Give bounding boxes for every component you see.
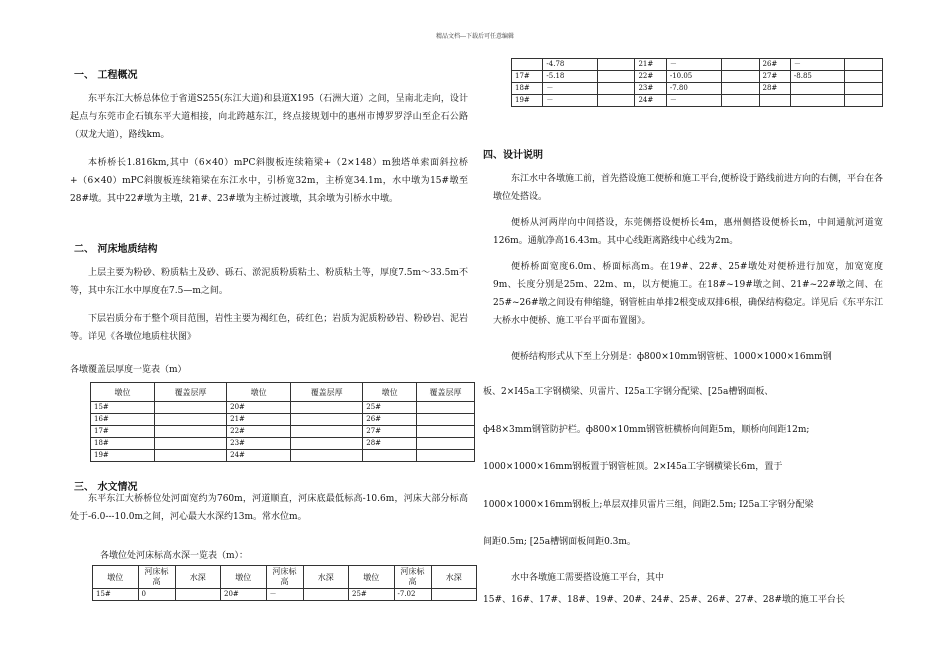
table-2-header-cell: 墩位 bbox=[349, 566, 395, 589]
table-2-cont-cell bbox=[721, 71, 759, 83]
table-1-cell bbox=[417, 426, 475, 438]
table-1-row bbox=[91, 402, 475, 414]
table-2-cont-cell: -10.05 bbox=[666, 71, 721, 83]
table-1-cell bbox=[417, 438, 475, 450]
riverbed-elevation-table bbox=[92, 565, 477, 601]
table-2-cell: 25# bbox=[349, 589, 395, 601]
table-2-cell: － bbox=[266, 589, 303, 601]
section-3-paragraph-1: 东平东江大桥桥位处河面宽约为760m，河道顺直，河床底最低标高-10.6m，河床大部分标高处于-6.0---10.0m之间，河心最大水深约13m。常水位m。 bbox=[70, 494, 468, 522]
table-2-cont-cell bbox=[597, 83, 635, 95]
table-2-header-cell: 河床标高 bbox=[394, 566, 431, 589]
table-1-row bbox=[91, 438, 475, 450]
table-2-header-cell: 河床标高 bbox=[138, 566, 175, 589]
table-1-header-cell: 覆盖层厚 bbox=[155, 383, 227, 402]
table-2-cont-cell bbox=[721, 59, 759, 71]
table-1-row bbox=[91, 414, 475, 426]
section-2-title: 二、 河床地质结构 bbox=[74, 244, 158, 255]
section-4-title: 四、设计说明 bbox=[483, 150, 543, 161]
table-2-cont-cell bbox=[721, 95, 759, 107]
section-4-line-4: 1000×1000×16mm钢板置于钢管桩顶。2×I45a工字钢横梁长6m，置于 bbox=[483, 462, 783, 472]
table-1-header-cell: 墩位 bbox=[363, 383, 417, 402]
table-2-cont-cell: － bbox=[666, 95, 721, 107]
table-2-cell: 15# bbox=[93, 589, 139, 601]
table-2-cont-cell bbox=[845, 83, 883, 95]
table-2-cont-cell: 23# bbox=[635, 83, 666, 95]
section-4-line-6: 间距0.5m; [25a槽钢面板间距0.3m。 bbox=[483, 537, 636, 547]
section-1-paragraph-1: 东平东江大桥总体位于省道S255(东江大道)和县道X195（石洲大道）之间，呈南北走向，设计起点与东莞市企石镇东平大道相接，向北跨越东江，终点接规划中的惠州市博罗罗浮山至企石公路（双龙大道），路线km。 bbox=[70, 94, 468, 140]
section-1-paragraph-2: 本桥桥长1.816km,其中（6×40）mPC斜腹板连续箱梁+（2×148）m独塔单索面斜拉桥+（6×40）mPC斜腹板连续箱梁在东江水中，引桥宽32m，主桥宽34.1m，水中墩为15#墩至28#墩。其中22#墩为主墩，21#、23#墩为主桥过渡墩，其余墩为引桥水中墩。 bbox=[70, 158, 468, 204]
table-1-cell: 17# bbox=[91, 426, 155, 438]
table-2-cont-cell: 21# bbox=[635, 59, 666, 71]
section-4-line-2: 板、2×I45a工字钢横梁、贝雷片、I25a工字钢分配梁、[25a槽钢面板、 bbox=[483, 387, 774, 397]
table-1-cell bbox=[417, 402, 475, 414]
section-4-paragraph-2: 便桥从河两岸向中间搭设，东莞侧搭设便桥长4m，惠州侧搭设便桥长m，中间通航河道宽126m。通航净高16.43m。其中心线距离路线中心线为2m。 bbox=[493, 218, 883, 246]
table-1-cell: 19# bbox=[91, 450, 155, 462]
table-1-header-cell: 墩位 bbox=[91, 383, 155, 402]
table-2-cell bbox=[431, 589, 477, 601]
table-1-cell: 21# bbox=[227, 414, 291, 426]
table-2-cont-cell bbox=[790, 95, 844, 107]
table-1-cell: 16# bbox=[91, 414, 155, 426]
table-2-cell bbox=[175, 589, 221, 601]
table-1-caption: 各墩覆盖层厚度一览表（m） bbox=[70, 365, 187, 375]
table-1-cell bbox=[417, 450, 475, 462]
table-2-header-row bbox=[93, 566, 477, 589]
table-2-cell: 0 bbox=[138, 589, 175, 601]
table-1-cell bbox=[291, 426, 363, 438]
table-2-caption: 各墩位处河床标高水深一览表（m）： bbox=[100, 551, 249, 561]
table-1-row bbox=[91, 450, 475, 462]
table-2-cont-cell bbox=[845, 59, 883, 71]
table-1-cell: 20# bbox=[227, 402, 291, 414]
table-2-header-cell: 水深 bbox=[175, 566, 221, 589]
table-2-cont-cell: -8.85 bbox=[790, 71, 844, 83]
table-1-cell: 26# bbox=[363, 414, 417, 426]
table-2-cont-row bbox=[512, 59, 883, 71]
table-1-header-cell: 覆盖层厚 bbox=[417, 383, 475, 402]
table-2-cont-cell: 27# bbox=[759, 71, 790, 83]
table-2-cont-cell bbox=[759, 95, 790, 107]
header-watermark: 精品文档---下载后可任意编辑 bbox=[435, 33, 515, 40]
table-1-cell: 28# bbox=[363, 438, 417, 450]
table-1-cell bbox=[291, 438, 363, 450]
table-1-cell bbox=[155, 402, 227, 414]
table-2-cont-cell: 26# bbox=[759, 59, 790, 71]
table-2-cont-row bbox=[512, 71, 883, 83]
table-1-cell: 25# bbox=[363, 402, 417, 414]
section-3-title: 三、 水文情况 bbox=[74, 482, 138, 493]
section-2-paragraph-1: 上层主要为粉砂、粉质粘土及砂、砾石、淤泥质粉质粘土、粉质粘土等，厚度7.5m～33.5m不等，其中东江水中厚度在7.5—m之间。 bbox=[70, 268, 468, 296]
table-2-header-cell: 水深 bbox=[303, 566, 349, 589]
table-2-cont-cell: － bbox=[543, 83, 597, 95]
section-4-line-1: 便桥结构形式从下至上分别是：ф800×10mm钢管桩、1000×1000×16mm钢 bbox=[511, 352, 832, 362]
section-4-paragraph-3: 便桥桥面宽度6.0m、桥面标高m。在19#、22#、25#墩处对便桥进行加宽，加宽宽度9m、长度分别是25m、22m、m，以方便施工。在18#~19#墩之间、21#~22#墩之间、在25#~26#墩之间设有伸缩缝，钢管桩由单排2根变成双排6根，确保结构稳定。详见后《东平东江大桥水中便桥、施工平台平面布置图》。 bbox=[493, 262, 883, 326]
section-4-paragraph-1: 东江水中各墩施工前，首先搭设施工便桥和施工平台,便桥设于路线前进方向的右侧，平台在各墩位处搭设。 bbox=[493, 174, 883, 202]
table-2-cont-cell: － bbox=[666, 59, 721, 71]
table-1-cell: 22# bbox=[227, 426, 291, 438]
table-2-cont-row bbox=[512, 83, 883, 95]
section-2-paragraph-2: 下层岩质分布于整个项目范围，岩性主要为褐红色，砖红色；岩质为泥质粉砂岩、粉砂岩、泥岩等。详见《各墩位地质柱状图》 bbox=[70, 314, 468, 342]
section-4-line-7: 水中各墩施工需要搭设施工平台，其中 bbox=[511, 573, 665, 583]
table-1-cell: 18# bbox=[91, 438, 155, 450]
table-2-cell: -7.02 bbox=[394, 589, 431, 601]
table-2-cont-cell: － bbox=[543, 95, 597, 107]
table-2-cont-cell: -4.78 bbox=[543, 59, 597, 71]
table-1-header-cell: 墩位 bbox=[227, 383, 291, 402]
table-2-cont-cell bbox=[597, 71, 635, 83]
table-2-cont-cell bbox=[790, 83, 844, 95]
table-2-cont-cell bbox=[721, 83, 759, 95]
section-4-line-5: 1000×1000×16mm钢板上;单层双排贝雷片三组，间距2.5m; I25a工字钢分配梁 bbox=[483, 500, 814, 510]
table-2-cont-cell: 24# bbox=[635, 95, 666, 107]
table-2-cont-cell: -5.18 bbox=[543, 71, 597, 83]
table-1-cell bbox=[155, 426, 227, 438]
table-2-cont-cell bbox=[597, 95, 635, 107]
table-1-cell bbox=[155, 414, 227, 426]
table-2-cont-row bbox=[512, 95, 883, 107]
table-1-cell: 15# bbox=[91, 402, 155, 414]
table-2-cont-cell: -7.80 bbox=[666, 83, 721, 95]
table-2-cont-cell: 18# bbox=[512, 83, 543, 95]
table-1-row bbox=[91, 426, 475, 438]
table-2-cont-cell bbox=[845, 71, 883, 83]
table-1-cell bbox=[363, 450, 417, 462]
table-2-cont-cell bbox=[845, 95, 883, 107]
table-2-cont-cell: 19# bbox=[512, 95, 543, 107]
table-1-header-cell: 覆盖层厚 bbox=[291, 383, 363, 402]
table-2-cell: 20# bbox=[221, 589, 267, 601]
table-2-header-cell: 水深 bbox=[431, 566, 477, 589]
table-2-header-cell: 墩位 bbox=[221, 566, 267, 589]
table-1-cell bbox=[291, 450, 363, 462]
table-1-cell: 23# bbox=[227, 438, 291, 450]
table-2-cont-cell: 17# bbox=[512, 71, 543, 83]
table-1-cell bbox=[291, 414, 363, 426]
table-2-cont-cell: － bbox=[790, 59, 844, 71]
table-1-cell bbox=[155, 450, 227, 462]
table-1-cell: 27# bbox=[363, 426, 417, 438]
cover-thickness-table bbox=[90, 382, 475, 462]
table-2-cell bbox=[303, 589, 349, 601]
table-2-header-cell: 河床标高 bbox=[266, 566, 303, 589]
table-2-cont-cell: 22# bbox=[635, 71, 666, 83]
table-2-cont-cell bbox=[512, 59, 543, 71]
table-1-cell bbox=[155, 438, 227, 450]
table-1-header-row bbox=[91, 383, 475, 402]
table-1-cell bbox=[291, 402, 363, 414]
table-2-row bbox=[93, 589, 477, 601]
section-4-line-8: 15#、16#、17#、18#、19#、20#、24#、25#、26#、27#、28#墩的施工平台长 bbox=[483, 595, 845, 605]
table-2-header-cell: 墩位 bbox=[93, 566, 139, 589]
table-1-cell: 24# bbox=[227, 450, 291, 462]
riverbed-elevation-table-continued bbox=[511, 58, 883, 107]
table-2-cont-cell bbox=[597, 59, 635, 71]
table-2-cont-cell: 28# bbox=[759, 83, 790, 95]
section-1-title: 一、 工程概况 bbox=[74, 70, 138, 81]
section-4-line-3: ф48×3mm钢管防护栏。ф800×10mm钢管桩横桥向间距5m，顺桥向间距12m; bbox=[483, 425, 810, 435]
table-1-cell bbox=[417, 414, 475, 426]
